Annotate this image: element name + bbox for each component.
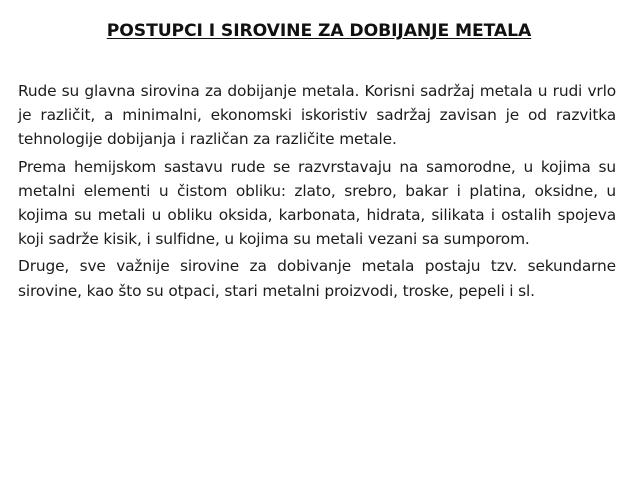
paragraph-ores: Rude su glavna sirovina za dobijanje metala. Korisni sadržaj metala u rudi vrlo je različit, a minimalni, ekonomski iskoristiv sadržaj zavisan je od razvitka tehnologije dobijanja i različan za različite metale.: [18, 82, 616, 149]
slide-body: [18, 79, 616, 306]
paragraph-secondary-raw-materials: Druge, sve važnije sirovine za dobivanje metala postaju tzv. sekundarne sirovine, kao što su otpaci, stari metalni proizvodi, troske, pepeli i sl.: [18, 257, 616, 300]
paragraph-ore-classification: Prema hemijskom sastavu rude se razvrstavaju na samorodne, u kojima su metalni elementi u čistom obliku: zlato, srebro, bakar i platina, oksidne, u kojima su metali u obliku oksida, karbonata, hidrata, silikata i ostalih spojeva koji sadrže kisik, i sulfidne, u kojima su metali vezani sa sumporom.: [18, 157, 616, 249]
slide-title: POSTUPCI I SIROVINE ZA DOBIJANJE METALA: [106, 21, 532, 41]
